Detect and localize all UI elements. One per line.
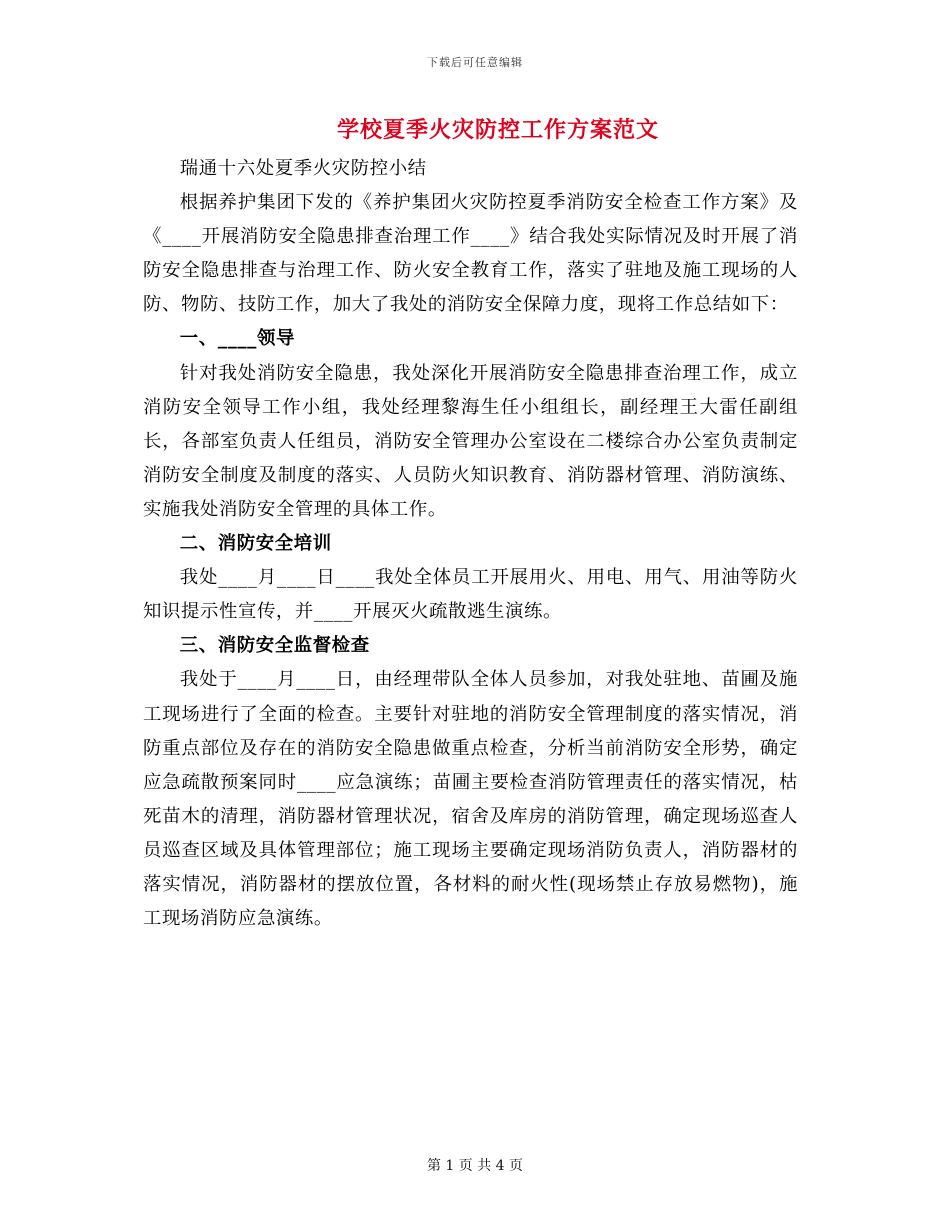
section-heading-training: 二、消防安全培训 [179,533,332,555]
section-body-leadership: 针对我处消防安全隐患，我处深化开展消防安全隐患排查治理工作，成立消防安全领导工作小组，我处经理黎海生任小组组长，副经理王大雷任副组长，各部室负责人任组员，消防安全管理办公室设在二楼综合办公室负责制定消防安全制度及制度的落实、人员防火知识教育、消防器材管理、消防演练、实施我处消防安全管理的具体工作。 [143,362,798,520]
section-heading-inspection: 三、消防安全监督检查 [179,635,370,657]
section-body-inspection: 我处于____月____日，由经理带队全体人员参加，对我处驻地、苗圃及施工现场进行了全面的检查。主要针对驻地的消防安全管理制度的落实情况，消防重点部位及存在的消防安全隐患做重点检查，分析当前消防安全形势，确定应急疏散预案同时____应急演练；苗圃主要检查消防管理责任的落实情况，枯死苗木的清理，消防器材管理状况，宿舍及库房的消防管理，确定现场巡查人员巡查区域及具体管理部位；施工现场主要确定现场消防负责人，消防器材的落实情况，消防器材的摆放位置，各材料的耐火性(现场禁止存放易燃物)，施工现场消防应急演练。 [143,669,798,930]
document-body [143,152,798,936]
section-heading-leadership: 一、____领导 [179,328,295,350]
header-note: 下载后可任意编辑 [427,56,523,69]
section-body-training: 我处____月____日____我处全体员工开展用火、用电、用气、用油等防火知识提示性宣传，并____开展灭火疏散逃生演练。 [143,567,798,623]
page-footer: 第 1 页 共 4 页 [426,1158,524,1174]
intro-paragraph: 根据养护集团下发的《养护集团火灾防控夏季消防安全检查工作方案》及《____开展消防安全隐患排查治理工作____》结合我处实际情况及时开展了消防安全隐患排查与治理工作、防火安全教育工作，落实了驻地及施工现场的人防、物防、技防工作，加大了我处的消防安全保障力度，现将工作总结如下： [143,192,798,316]
document-title: 学校夏季火灾防控工作方案范文 [336,117,659,143]
document-subtitle: 瑞通十六处夏季火灾防控小结 [179,158,427,179]
